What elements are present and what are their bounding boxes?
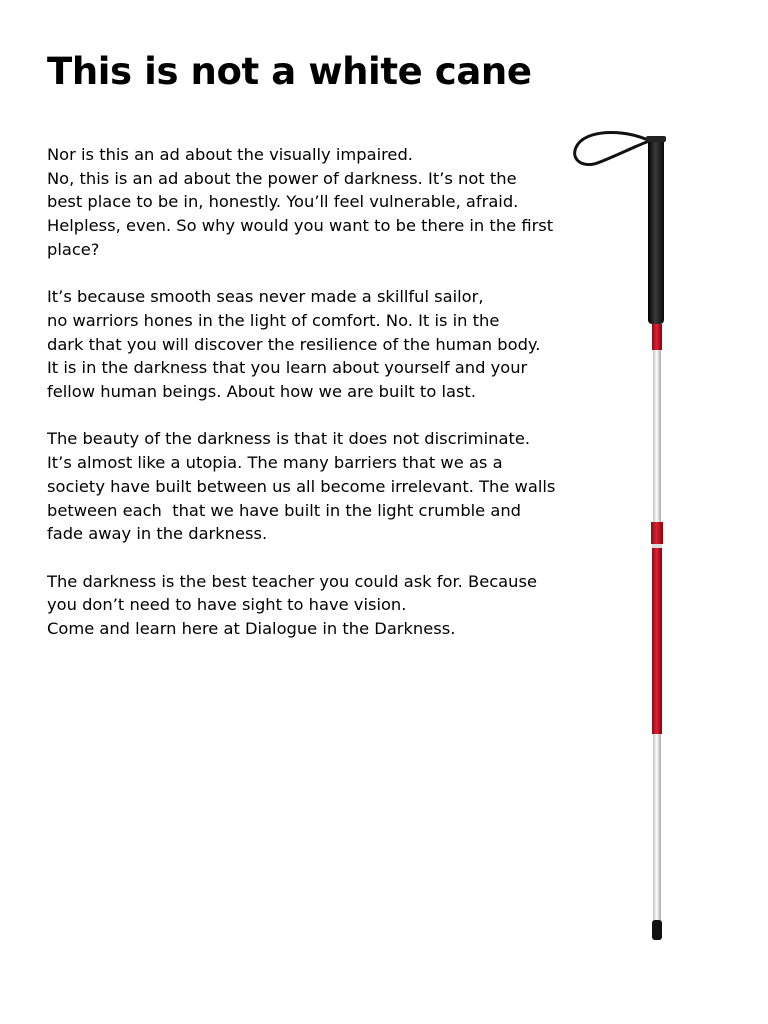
paragraph — [47, 285, 567, 404]
text-line: The beauty of the darkness is that it does not discriminate. — [47, 429, 531, 449]
text-line: society have built between us all become irrelevant. The walls — [47, 476, 556, 496]
text-line: No, this is an ad about the power of darkness. It’s not the — [47, 168, 517, 188]
page-title: This is not a white cane — [47, 50, 532, 93]
cane-wrist-strap — [575, 133, 652, 165]
cane-grip — [648, 138, 664, 324]
paragraph — [47, 570, 567, 641]
body-copy — [47, 143, 567, 664]
text-line: no warriors hones in the light of comfort. No. It is in the — [47, 310, 500, 330]
paragraph — [47, 427, 567, 546]
cane-red-shaft — [652, 548, 662, 734]
text-line: between each that we have built in the light crumble and — [47, 500, 522, 520]
white-cane-icon — [560, 100, 720, 960]
cane-white-shaft-upper — [653, 350, 661, 522]
cane-tip — [652, 920, 662, 940]
text-line: Nor is this an ad about the visually impaired. — [47, 145, 413, 164]
cane-red-band-top — [652, 324, 662, 350]
cane-white-shaft-lower — [653, 734, 661, 922]
cane-red-joint — [651, 522, 663, 544]
text-line: It is in the darkness that you learn about yourself and your — [47, 358, 528, 378]
text-line: The darkness is the best teacher you could ask for. Because — [47, 571, 537, 591]
text-line: fellow human beings. About how we are built to last. — [47, 382, 476, 402]
text-line: Come and learn here at Dialogue in the Darkness. — [47, 619, 456, 639]
text-line: best place to be in, honestly. You’ll feel vulnerable, afraid. — [47, 192, 519, 212]
paragraph — [47, 143, 567, 262]
text-line: dark that you will discover the resilience of the human body. — [47, 334, 541, 354]
text-line: Helpless, even. So why would you want to be there in the first — [47, 216, 554, 236]
text-line: It’s almost like a utopia. The many barriers that we as a — [47, 453, 503, 473]
text-line: fade away in the darkness. — [47, 524, 268, 544]
text-line: you don’t need to have sight to have vision. — [47, 595, 407, 615]
white-cane-image — [560, 100, 720, 960]
text-line: It’s because smooth seas never made a skillful sailor, — [47, 287, 484, 307]
text-line: place? — [47, 239, 100, 259]
